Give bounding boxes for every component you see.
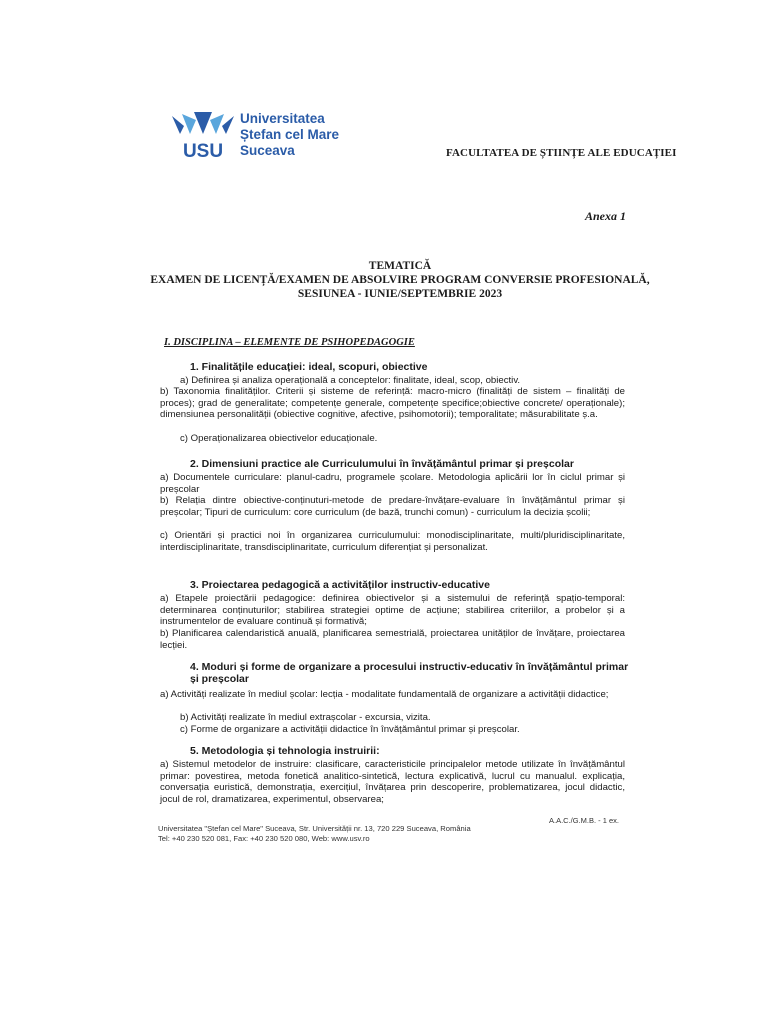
- doc-session: SESIUNEA - IUNIE/SEPTEMBRIE 2023: [297, 288, 503, 300]
- doc-subtitle: EXAMEN DE LICENȚĂ/EXAMEN DE ABSOLVIRE PROGRAM CONVERSIE PROFESIONALĂ,: [150, 274, 650, 286]
- footer-address: Universitatea "Ștefan cel Mare" Suceava, Str. Universității nr. 13, 720 229 Suceava, România: [158, 824, 471, 833]
- topic-item: c) Forme de organizare a activității didactice în învățământul primar și preșcolar.: [180, 724, 520, 735]
- faculty-name: FACULTATEA DE ȘTIINȚE ALE EDUCAȚIEI: [446, 147, 677, 159]
- footer: [158, 824, 471, 844]
- university-name-line: Ștefan cel Mare: [240, 127, 340, 142]
- topic-heading: 2. Dimensiuni practice ale Curriculumului în învățământul primar și preșcolar: [190, 458, 574, 470]
- topic-item: a) Documentele curriculare: planul-cadru, programele școlare. Metodologia aplicării lor în ciclul primar și preșcolar: [160, 472, 625, 495]
- topic-item: a) Activități realizate în mediul școlar: lecția - modalitate fundamentală de organizare a activității didactice;: [160, 689, 609, 700]
- topic-item: b) Activități realizate în mediul extrașcolar - excursia, vizita.: [180, 712, 431, 723]
- topic-heading: 1. Finalitățile educației: ideal, scopuri, obiective: [190, 361, 428, 373]
- topic-heading: 5. Metodologia și tehnologia instruirii:: [190, 745, 380, 757]
- topic-heading: 3. Proiectarea pedagogică a activităților instructiv-educative: [190, 579, 490, 591]
- usv-logo-icon: [170, 112, 236, 160]
- topic-item: c) Orientări și practici noi în organizarea curriculumului: monodisciplinaritate, multi/pluridisciplinaritate, interdisciplinaritate, transdisciplinaritate, curriculum diferențiat și personalizat.: [160, 530, 625, 553]
- topic-heading: 4. Moduri și forme de organizare a procesului instructiv-educativ în învățământul primar și preșcolar: [190, 661, 629, 685]
- topic-item: a) Definirea și analiza operațională a conceptelor: finalitate, ideal, scop, obiectiv.: [180, 375, 521, 386]
- university-name-line: Suceava: [240, 143, 295, 158]
- topic-item: b) Relația dintre obiective-conținuturi-metode de predare-învățare-evaluare în învățământul primar și preșcolar; Tipuri de curriculum: core curriculum (de bază, trunchi comun) - curriculum la decizia școlii;: [160, 495, 625, 518]
- document-code: A.A.C./G.M.B. - 1 ex.: [549, 816, 620, 825]
- topic-item: a) Etapele proiectării pedagogice: definirea obiectivelor și a sistemului de referință spațio-temporal: determinarea conținuturilor; stabilirea strategiei optime de acțiune; stabilirea criteriilor, a probelor și a instrumentelor de evaluare continuă și formativă;: [160, 593, 625, 627]
- university-name-line: Universitatea: [240, 111, 325, 126]
- annex-label: Anexa 1: [585, 209, 627, 223]
- topic-item: b) Planificarea calendaristică anuală, planificarea semestrială, proiectarea unităților de învățare, proiectarea lecției.: [160, 628, 625, 651]
- topic-item: b) Taxonomia finalităților. Criterii și sisteme de referință: macro-micro (finalități de sistem – finalități de proces); grad de generalitate; competențe generale, competențe specifice;obiective concrete/ operaționale); dimensiunea personalității (obiective cognitive, afective, psihomotorii); temporalitate; măsurabilitate ș.a.: [160, 386, 625, 420]
- topic-item: a) Sistemul metodelor de instruire: clasificare, caracteristicile principalelor metode utilizate în învățământul primar: povestirea, metoda fonetică analitico-sintetică, lectura explicativă, lucrul cu manualul. explicația, conversația euristică, demonstrația, exercițiul, învățarea prin descoperire, problematizarea, jocul didactic, jocul de rol, dramatizarea, experimentul, observarea;: [160, 759, 625, 805]
- university-name: [240, 111, 339, 159]
- footer-contact: Tel: +40 230 520 081, Fax: +40 230 520 080, Web: www.usv.ro: [158, 834, 370, 843]
- section-heading: I. DISCIPLINA – ELEMENTE DE PSIHOPEDAGOGIE: [164, 337, 415, 348]
- topic-item: c) Operaționalizarea obiectivelor educaționale.: [180, 433, 378, 444]
- logo-text: USU: [182, 141, 224, 160]
- doc-title: TEMATICĂ: [368, 260, 432, 272]
